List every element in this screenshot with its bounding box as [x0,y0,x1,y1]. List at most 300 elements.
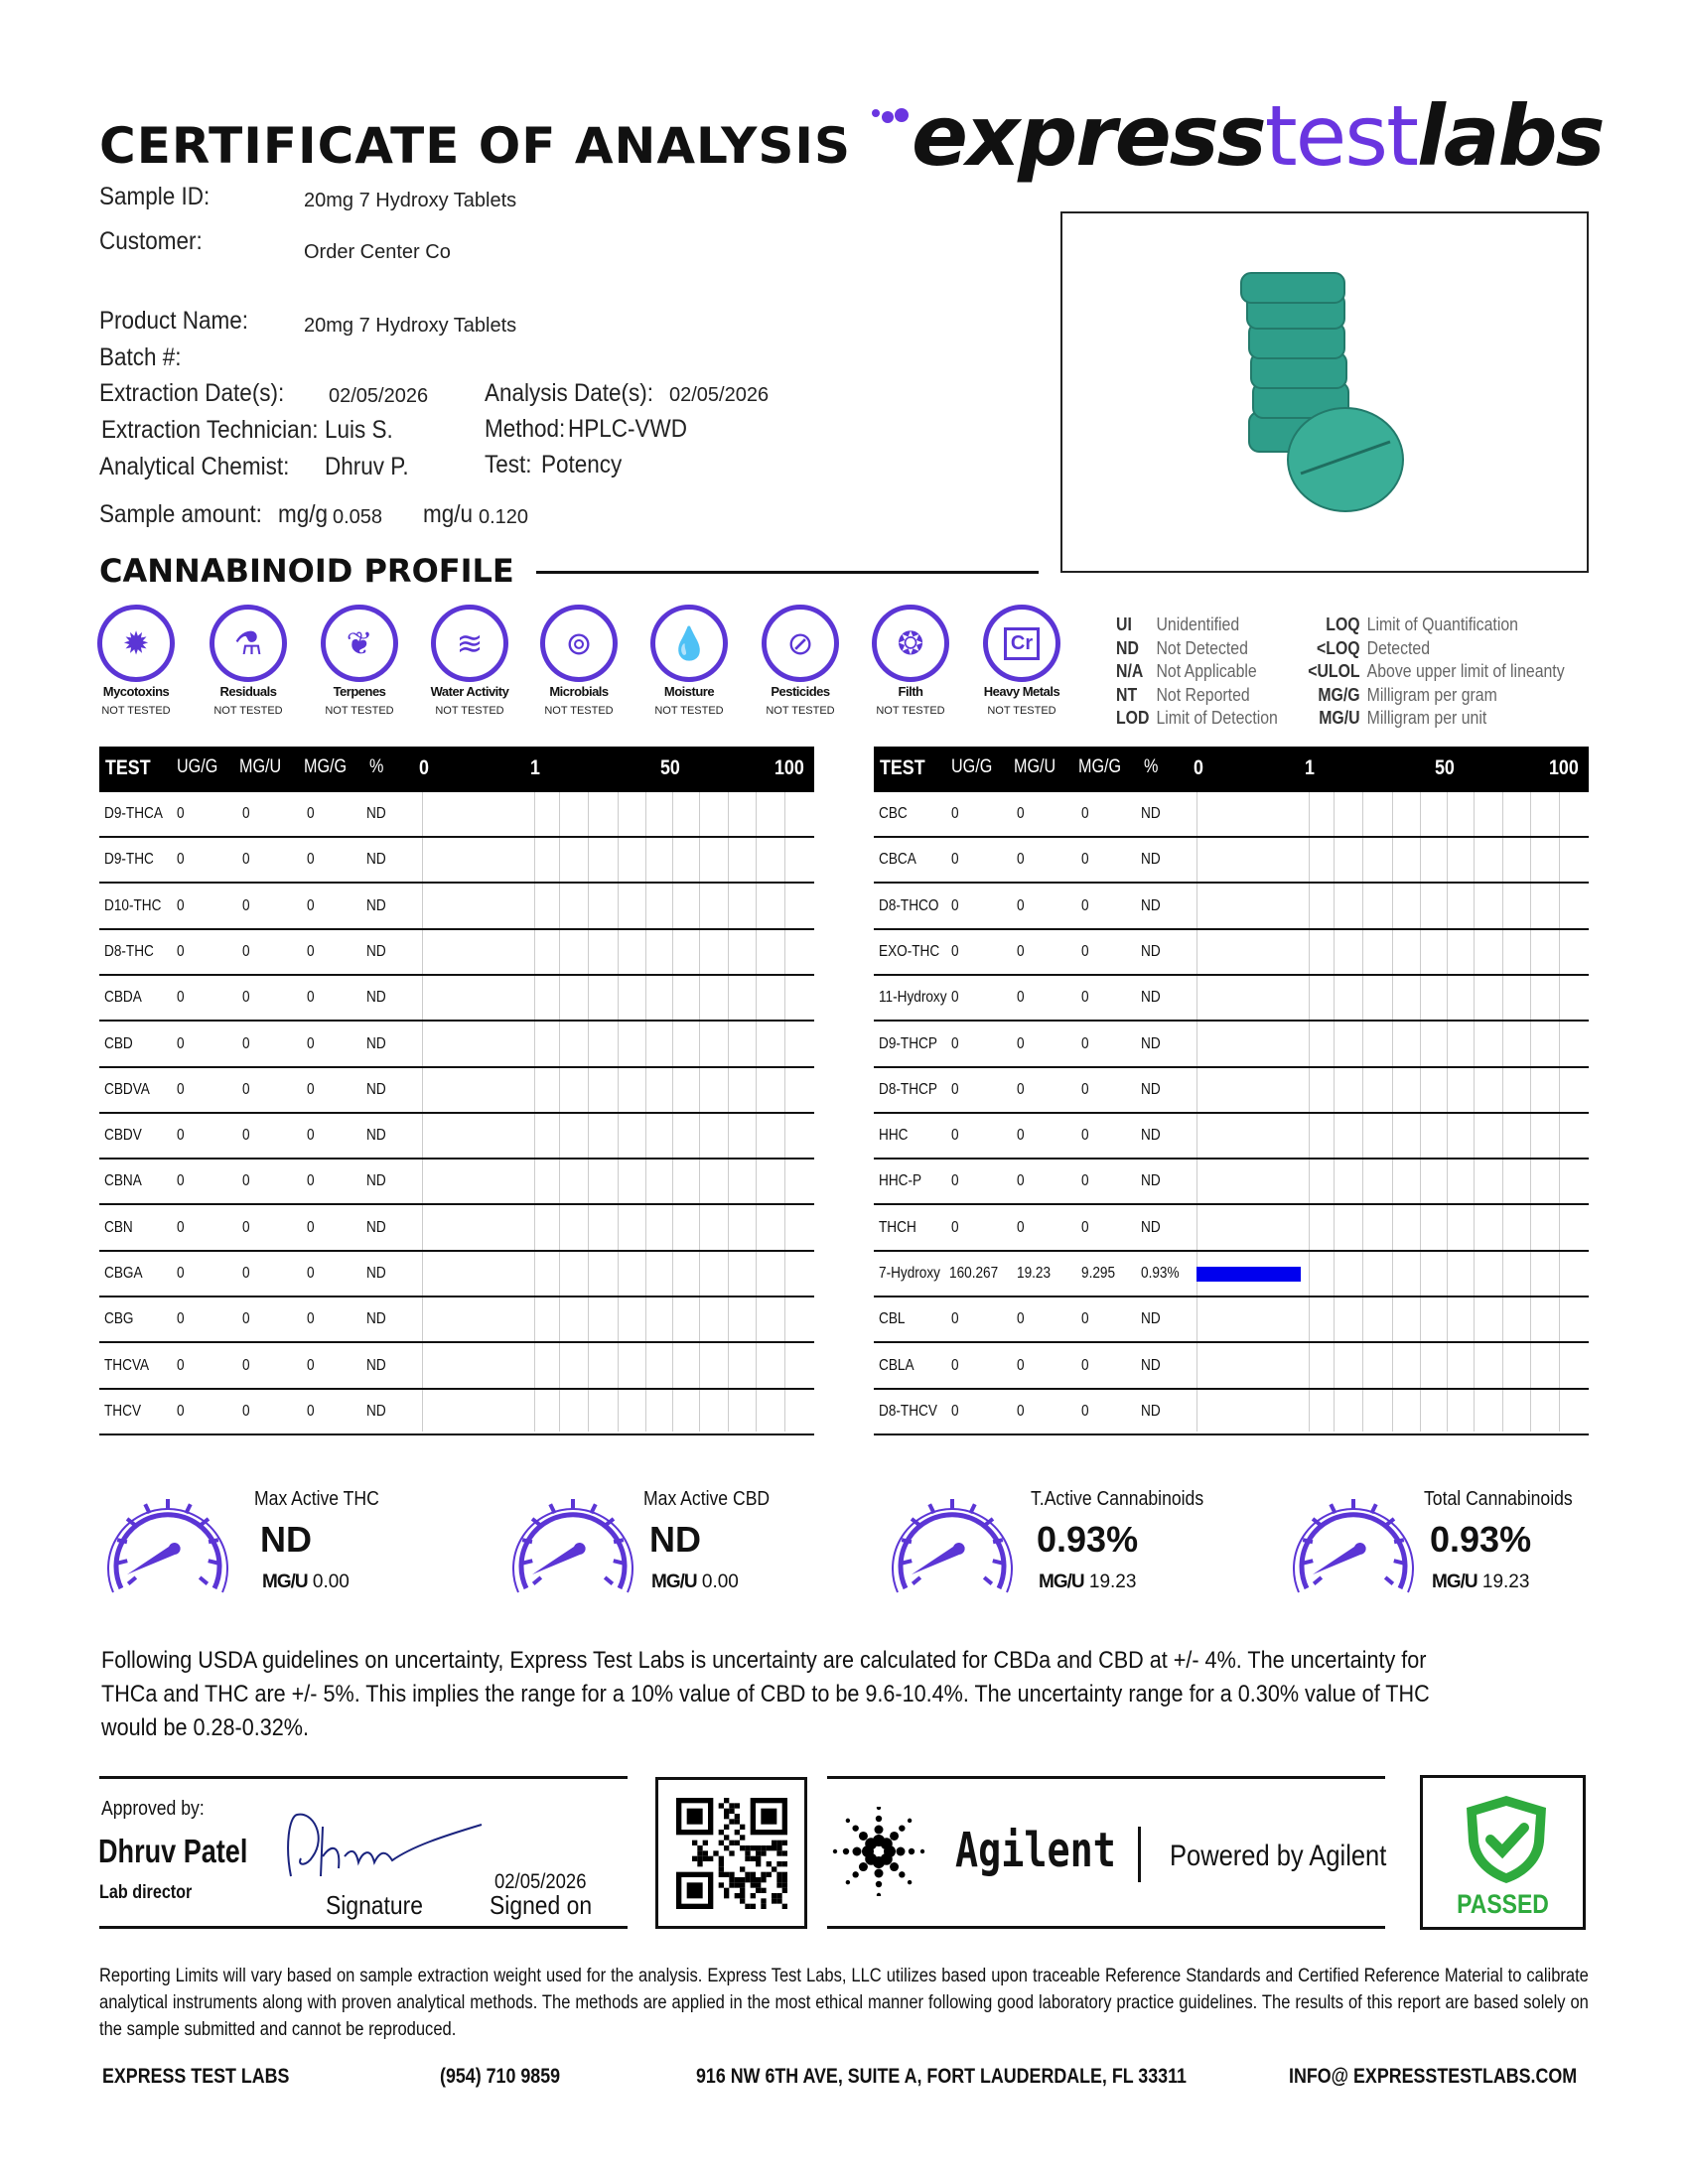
cell-mgg: 0 [307,1034,315,1052]
customer: Order Center Co [304,241,451,263]
cell-mgu: 0 [1017,942,1025,960]
test-icon-8 [983,605,1060,682]
cell-mgu: 0 [242,1080,250,1098]
product-name: 20mg 7 Hydroxy Tablets [304,315,517,337]
cell-pct: ND [1141,805,1161,822]
summary-unit-row [262,1571,350,1593]
test-name: Pesticides [771,684,830,699]
axis-tick: 0 [1194,756,1203,779]
cell-pct: ND [366,1127,386,1145]
header-ugg: UG/G [951,756,993,777]
legend-abbr: LOD [1116,708,1150,728]
cell-mgg: 0 [307,1310,315,1328]
tablet-stack-image [1062,213,1589,573]
cell-test: D8-THC [104,942,154,960]
test-icon-4 [540,605,618,682]
customer-label: Customer: [99,227,203,255]
chromium-element-icon: Cr [1004,627,1040,660]
cell-mgg: 0 [307,896,315,914]
legend-text: Limit of Detection [1156,708,1278,728]
cell-pct: ND [366,942,386,960]
table-row [874,885,1589,930]
cell-ugg: 0 [951,805,959,822]
drop-icon: ❂ [897,625,924,661]
cannabinoid-profile-heading: CANNABINOID PROFILE [99,552,514,590]
table-row [99,885,814,930]
shield-check-icon [1459,1792,1554,1887]
cell-mgu: 0 [1017,1356,1025,1374]
chemist: Dhruv P. [325,453,409,480]
cell-pct: ND [366,1310,386,1328]
legend-text: Above upper limit of lineanty [1366,661,1565,681]
table-row [99,1114,814,1160]
cell-test: D8-THCV [879,1402,937,1420]
cell-ugg: 0 [951,1034,959,1052]
cell-ugg: 0 [951,1080,959,1098]
table-row [874,1297,1589,1343]
cell-ugg: 0 [177,942,185,960]
cell-mgu: 0 [242,1172,250,1190]
cell-ugg: 160.267 [949,1265,999,1282]
test-icon-7 [872,605,949,682]
signature-label: Signature [326,1890,423,1920]
legend-text: Not Detected [1156,637,1248,658]
legend-item [1299,685,1497,706]
legend-item [1116,685,1250,706]
leaf-icon: ❦ [346,625,373,661]
cell-mgg: 0 [1081,1402,1089,1420]
cell-ugg: 0 [177,1265,185,1282]
cell-test: D9-THC [104,851,154,869]
axis-tick: 1 [1305,756,1315,779]
cell-mgu: 0 [1017,1080,1025,1098]
test-icon-0 [97,605,175,682]
analysis-date: 02/05/2026 [669,384,770,406]
legend-text: Milligram per unit [1366,708,1487,728]
cell-pct: ND [1141,989,1161,1007]
cell-mgu: 0 [1017,896,1025,914]
legend-abbr: UI [1116,614,1132,634]
mgu-label: mg/u [423,500,474,528]
table-row [99,976,814,1022]
test-type: Potency [541,451,623,478]
approver-name: Dhruv Patel [98,1833,248,1869]
cell-pct: ND [1141,1310,1161,1328]
test-name: Heavy Metals [983,684,1060,699]
mgg-value: 0.058 [333,506,383,528]
cannabinoid-table-right [874,747,1589,1432]
table-row [874,976,1589,1022]
cell-ugg: 0 [951,851,959,869]
result-bar [1196,1267,1301,1282]
header-mgg: MG/G [1078,756,1122,777]
table-header [99,747,814,792]
test-icon-5 [650,605,728,682]
cell-pct: ND [366,1172,386,1190]
test-name: Residuals [219,684,277,699]
cell-pct: ND [1141,1402,1161,1420]
test-name: Filth [898,684,923,699]
batch-label: Batch #: [99,343,182,371]
cell-mgg: 0 [1081,1356,1089,1374]
cell-test: 7-Hydroxy [879,1265,940,1282]
cell-test: CBLA [879,1356,914,1374]
cell-pct: ND [366,805,386,822]
gauge-icon [512,1489,633,1603]
signed-date: 02/05/2026 [494,1870,587,1893]
cell-test: HHC [879,1127,909,1145]
summary-unit: MG/U [1432,1571,1477,1592]
cell-ugg: 0 [951,989,959,1007]
cell-pct: ND [366,1402,386,1420]
cell-mgg: 0 [307,1402,315,1420]
droplets-icon: 💧 [669,625,709,661]
cell-mgg: 0 [1081,1218,1089,1236]
summary-unit-value: 0.00 [312,1571,350,1592]
cell-mgu: 0 [1017,1402,1025,1420]
cell-mgu: 0 [242,1402,250,1420]
legend-text: Limit of Quantification [1366,614,1518,634]
cell-ugg: 0 [951,1310,959,1328]
summary-unit-row [651,1571,739,1593]
summary-value: ND [260,1519,312,1560]
summary-value: 0.93% [1037,1519,1139,1560]
cell-mgu: 0 [242,1310,250,1328]
cell-test: THCV [104,1402,142,1420]
technician-label: Extraction Technician: [101,416,319,444]
summary-label: Max Active CBD [643,1488,771,1510]
cell-mgu: 0 [1017,1034,1025,1052]
test-status: NOT TESTED [987,705,1056,717]
cell-test: CBGA [104,1265,143,1282]
cell-mgu: 0 [242,805,250,822]
table-header [874,747,1589,792]
legend-text: Milligram per gram [1366,684,1497,705]
legend-abbr: <ULOL [1308,661,1360,681]
powered-by-agilent: Powered by Agilent [1170,1840,1387,1872]
cell-mgu: 0 [242,989,250,1007]
legend-abbr: ND [1116,637,1139,658]
cell-ugg: 0 [951,1172,959,1190]
method-label: Method: [485,415,566,443]
cell-mgu: 0 [242,1034,250,1052]
header-mgg: MG/G [304,756,348,777]
test-status: NOT TESTED [325,705,394,717]
cell-mgg: 0 [1081,1034,1089,1052]
summary-unit-value: 19.23 [1088,1571,1137,1592]
heading-divider [536,571,1039,574]
table-row [99,1206,814,1252]
cell-mgg: 0 [1081,1310,1089,1328]
gauge-icon [892,1489,1013,1603]
sample-amount-label: Sample amount: [99,500,262,528]
axis-tick: 100 [1549,756,1579,779]
legend-text: Unidentified [1156,614,1240,634]
summary-value: 0.93% [1430,1519,1532,1560]
header-pct: % [369,756,384,777]
agilent-divider [1138,1827,1141,1882]
summary-label: Total Cannabinoids [1424,1488,1573,1510]
cell-pct: ND [366,1034,386,1052]
signature-image [283,1807,521,1886]
test-icon-1 [210,605,287,682]
cell-test: CBDV [104,1127,142,1145]
legend-abbr: <LOQ [1317,637,1360,658]
cell-pct: ND [366,896,386,914]
cell-mgg: 0 [307,1127,315,1145]
cell-test: CBC [879,805,908,822]
cell-test: D9-THCA [104,805,163,822]
test-status: NOT TESTED [213,705,283,717]
test-icon-2 [321,605,398,682]
gauge-icon [107,1489,228,1603]
test-name: Microbials [549,684,609,699]
cell-ugg: 0 [177,805,185,822]
cell-test: 11-Hydroxy [879,989,947,1007]
header-test: TEST [880,756,925,779]
test-icon-6 [762,605,839,682]
cell-mgg: 0 [1081,989,1089,1007]
cell-test: CBDVA [104,1080,150,1098]
cell-test: CBDA [104,989,142,1007]
axis-tick: 0 [419,756,429,779]
cell-ugg: 0 [177,1080,185,1098]
axis-tick: 1 [530,756,540,779]
cell-mgu: 0 [242,896,250,914]
cell-mgg: 0 [307,1172,315,1190]
summary-unit-value: 0.00 [701,1571,739,1592]
passed-badge [1420,1775,1586,1930]
cell-mgg: 0 [307,805,315,822]
cell-pct: ND [366,1356,386,1374]
cell-mgg: 0 [307,1265,315,1282]
legend-item [1116,638,1248,659]
cell-mgu: 0 [242,942,250,960]
table-row [874,1068,1589,1114]
test-status: NOT TESTED [876,705,945,717]
cell-pct: ND [1141,1356,1161,1374]
table-row [99,930,814,976]
table-row [874,1252,1589,1297]
cell-mgg: 0 [1081,896,1089,914]
summary-unit: MG/U [651,1571,697,1592]
cell-ugg: 0 [177,1218,185,1236]
cell-ugg: 0 [177,1172,185,1190]
cell-mgu: 0 [242,1218,250,1236]
summary-unit: MG/U [262,1571,308,1592]
test-status: NOT TESTED [101,705,171,717]
legend-abbr: N/A [1116,661,1144,681]
cell-pct: ND [1141,1034,1161,1052]
cell-ugg: 0 [951,896,959,914]
header-ugg: UG/G [177,756,218,777]
cell-ugg: 0 [177,1310,185,1328]
axis-tick: 50 [1435,756,1455,779]
cell-mgg: 0 [307,851,315,869]
footer-address: 916 NW 6TH AVE, SUITE A, FORT LAUDERDALE, FL 33311 [696,2065,1187,2088]
summary-label: Max Active THC [254,1488,379,1510]
cell-pct: ND [1141,896,1161,914]
cell-mgu: 0 [1017,989,1025,1007]
summary-value: ND [649,1519,701,1560]
cell-pct: ND [366,1080,386,1098]
test-icon-3 [431,605,508,682]
cell-pct: ND [1141,1218,1161,1236]
table-row [874,1023,1589,1068]
header-mgu: MG/U [1014,756,1056,777]
cell-test: D10-THC [104,896,162,914]
cell-mgg: 0 [1081,1127,1089,1145]
cell-ugg: 0 [177,1034,185,1052]
footer-company: EXPRESS TEST LABS [102,2065,290,2088]
cell-test: CBN [104,1218,133,1236]
cell-mgg: 0 [307,989,315,1007]
cell-mgg: 0 [1081,851,1089,869]
test-name: Mycotoxins [102,684,170,699]
table-row [874,1390,1589,1435]
cell-test: CBNA [104,1172,142,1190]
cell-test: D8-THCP [879,1080,937,1098]
mold-spore-icon: ✹ [122,625,150,661]
summary-unit-row [1432,1571,1529,1593]
mgg-label: mg/g [278,500,329,528]
legend-text: Not Applicable [1156,661,1257,681]
sample-id-label: Sample ID: [99,183,211,210]
legend-item [1299,614,1518,635]
qr-code[interactable] [655,1777,807,1929]
test-name: Moisture [663,684,715,699]
cell-mgu: 0 [1017,1310,1025,1328]
spray-bottle-icon: ⊘ [786,625,814,661]
cell-pct: ND [366,1218,386,1236]
summary-unit: MG/U [1039,1571,1084,1592]
table-row [99,838,814,884]
logo-dots-icon [870,105,910,135]
technician: Luis S. [325,416,393,444]
cell-mgg: 0 [1081,805,1089,822]
cell-ugg: 0 [177,1127,185,1145]
table-row [874,1114,1589,1160]
page-title: CERTIFICATE OF ANALYSIS [99,117,851,175]
legend-item [1116,614,1239,635]
cell-mgu: 19.23 [1017,1265,1052,1282]
gauge-icon [1293,1489,1414,1603]
method: HPLC-VWD [568,415,688,443]
legend-abbr: MG/U [1319,708,1360,728]
waves-icon: ≋ [456,625,484,661]
cell-ugg: 0 [951,1356,959,1374]
cell-ugg: 0 [177,896,185,914]
test-label: Test: [485,451,532,478]
footer-phone[interactable]: (954) 710 9859 [440,2065,561,2088]
legend-text: Not Reported [1156,684,1250,705]
disclaimer: Reporting Limits will vary based on sample extraction weight used for the analysis. Express Test Labs, LLC utilizes based upon traceable Reference Standards and Certified Reference Material to calibrate analytical instruments along with proven analytical methods. The methods are applied in the most ethical manner following good laboratory practice guidelines. The results of this report are based solely on the sample submitted and cannot be reproduced. [99,1966,1589,2040]
cell-ugg: 0 [951,1127,959,1145]
cell-test: THCH [879,1218,916,1236]
cell-test: THCVA [104,1356,150,1374]
header-pct: % [1144,756,1159,777]
chemist-label: Analytical Chemist: [99,453,290,480]
cell-ugg: 0 [951,1218,959,1236]
cell-pct: ND [1141,1080,1161,1098]
passed-label: PASSED [1457,1889,1549,1919]
legend-text: Detected [1366,637,1431,658]
agilent-spark-icon [829,1807,928,1896]
cell-pct: ND [1141,1127,1161,1145]
legend-abbr: LOQ [1326,614,1360,634]
cell-test: D9-THCP [879,1034,937,1052]
table-row [874,792,1589,838]
cannabinoid-table-left [99,747,814,1432]
cell-mgg: 0 [307,1218,315,1236]
cell-mgu: 0 [242,851,250,869]
table-row [99,1297,814,1343]
cell-test: HHC-P [879,1172,922,1190]
test-status: NOT TESTED [766,705,835,717]
cell-mgg: 0 [1081,1172,1089,1190]
table-row [874,1206,1589,1252]
agilent-logo: Agilent [955,1823,1116,1878]
legend-item [1299,661,1565,682]
cell-test: D8-THCO [879,896,939,914]
table-row [874,1160,1589,1205]
petri-dish-icon: ⊚ [565,625,593,661]
cell-pct: ND [1141,942,1161,960]
cell-mgu: 0 [1017,1218,1025,1236]
cell-test: CBD [104,1034,133,1052]
axis-tick: 50 [660,756,680,779]
summary-label: T.Active Cannabinoids [1031,1488,1204,1510]
extraction-date-label: Extraction Date(s): [99,379,285,407]
cell-ugg: 0 [177,1402,185,1420]
cell-mgu: 0 [1017,1172,1025,1190]
cell-mgu: 0 [242,1127,250,1145]
cell-test: CBCA [879,851,916,869]
cell-pct: ND [366,1265,386,1282]
legend-abbr: NT [1116,684,1138,705]
approved-by-label: Approved by: [101,1798,205,1820]
flask-warning-icon: ⚗ [233,625,263,661]
cell-pct: ND [1141,1172,1161,1190]
table-row [99,1068,814,1114]
legend-item [1116,661,1257,682]
cell-mgg: 0 [307,1080,315,1098]
header-test: TEST [105,756,151,779]
cell-mgg: 9.295 [1081,1265,1116,1282]
table-row [99,1252,814,1297]
cell-ugg: 0 [177,989,185,1007]
legend-item [1299,708,1486,729]
test-name: Water Activity [430,684,509,699]
cell-ugg: 0 [177,851,185,869]
cell-test: CBG [104,1310,134,1328]
qr-code-image [676,1798,787,1909]
table-row [874,930,1589,976]
legend-item [1299,638,1430,659]
legend-item [1116,708,1278,729]
cell-pct: ND [366,851,386,869]
footer-email[interactable]: INFO@ EXPRESSTESTLABS.COM [1289,2065,1578,2088]
axis-tick: 100 [774,756,804,779]
test-name: Terpenes [333,684,386,699]
table-row [874,838,1589,884]
extraction-date: 02/05/2026 [329,385,429,407]
product-image [1060,211,1589,573]
cell-mgu: 0 [1017,851,1025,869]
table-row [99,1160,814,1205]
table-row [99,1023,814,1068]
cell-mgu: 0 [1017,805,1025,822]
